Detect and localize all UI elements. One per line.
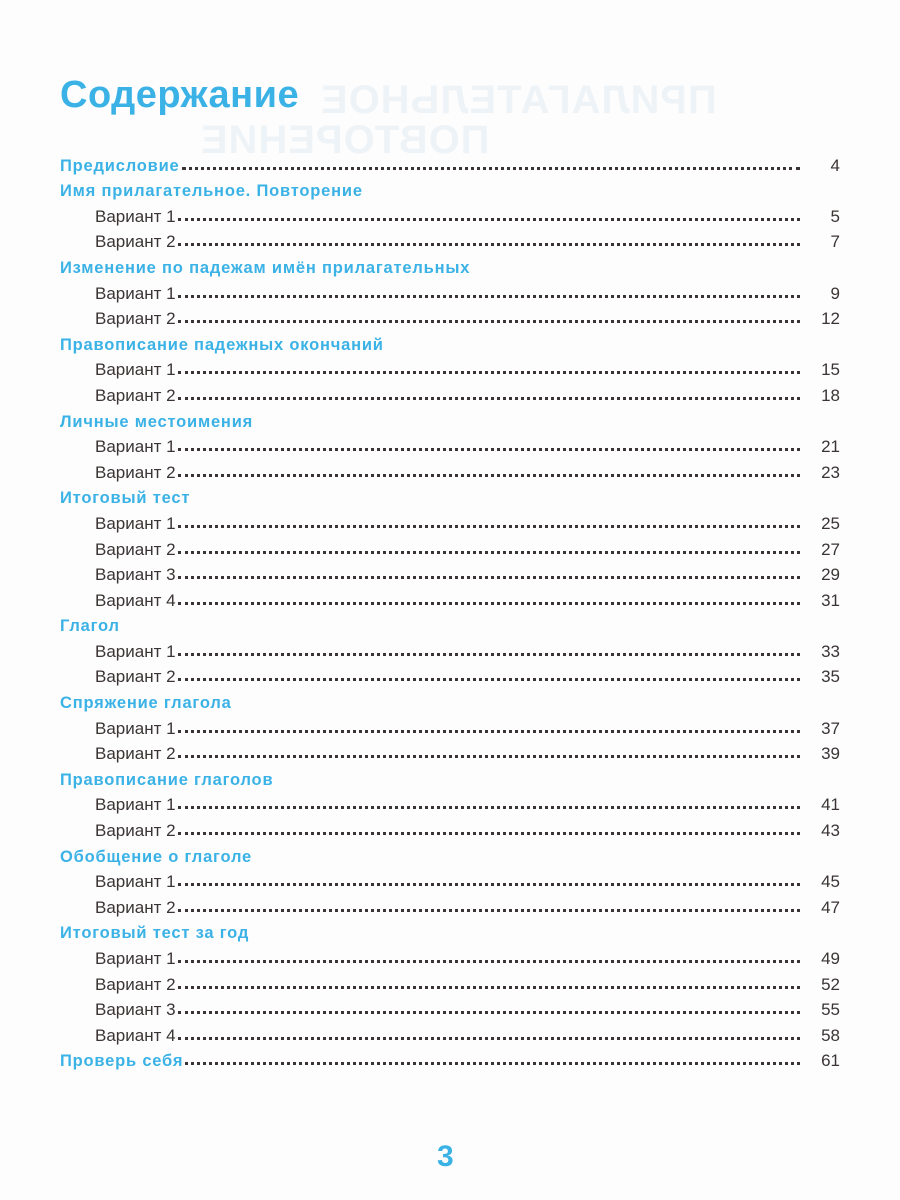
- table-of-contents: [60, 150, 840, 1071]
- toc-entry[interactable]: [60, 380, 840, 406]
- dot-leader: [178, 294, 800, 298]
- toc-page-number: 45: [821, 872, 840, 892]
- toc-entry[interactable]: [60, 662, 840, 688]
- toc-entry[interactable]: [60, 790, 840, 816]
- toc-page-number: 35: [821, 667, 840, 687]
- toc-entry[interactable]: [60, 636, 840, 662]
- toc-entry-label: Вариант 1: [95, 437, 176, 457]
- toc-entry-label: Вариант 2: [95, 744, 176, 764]
- toc-entry-label: Итоговый тест: [60, 489, 191, 508]
- toc-entry-label: Вариант 2: [95, 821, 176, 841]
- toc-entry[interactable]: [60, 560, 840, 586]
- toc-entry-label: Проверь себя: [60, 1052, 184, 1071]
- toc-entry-label: Вариант 2: [95, 462, 176, 482]
- toc-entry-label: Вариант 1: [95, 513, 176, 533]
- dot-leader: [178, 985, 800, 989]
- toc-entry-label: Глагол: [60, 617, 120, 636]
- dot-leader: [178, 754, 800, 758]
- toc-entry-label: Вариант 1: [95, 795, 176, 815]
- toc-entry[interactable]: [60, 969, 840, 995]
- toc-entry[interactable]: [60, 739, 840, 765]
- dot-leader: [178, 908, 800, 912]
- toc-entry-label: Предисловие: [60, 156, 180, 175]
- toc-entry[interactable]: [60, 150, 840, 176]
- toc-page-number: 5: [830, 206, 840, 226]
- toc-page-number: 55: [821, 1000, 840, 1020]
- toc-page-number: 43: [821, 821, 840, 841]
- bleed-through-text: ПРИЛАГАТЕЛЬНОЕ: [320, 78, 717, 122]
- dot-leader: [185, 1061, 800, 1065]
- toc-entry-label: Вариант 1: [95, 641, 176, 661]
- toc-entry[interactable]: [60, 815, 840, 841]
- toc-entry-label: Вариант 3: [95, 1000, 176, 1020]
- toc-entry-label: Вариант 1: [95, 949, 176, 968]
- toc-entry[interactable]: [60, 355, 840, 381]
- toc-section-heading: [60, 176, 840, 202]
- toc-page-number: 37: [821, 718, 840, 738]
- toc-entry-label: Вариант 2: [95, 309, 176, 329]
- toc-entry-label: Вариант 1: [95, 206, 176, 226]
- toc-entry-label: Имя прилагательное. Повторение: [60, 182, 363, 201]
- dot-leader: [178, 550, 800, 554]
- toc-page-number: 7: [830, 232, 840, 252]
- toc-page-number: 31: [821, 590, 840, 610]
- dot-leader: [178, 1036, 800, 1040]
- toc-entry[interactable]: [60, 304, 840, 330]
- dot-leader: [178, 575, 800, 579]
- toc-page-number: 39: [821, 744, 840, 764]
- toc-entry-label: Вариант 1: [95, 360, 176, 380]
- toc-entry[interactable]: [60, 278, 840, 304]
- toc-page-number: 58: [821, 1025, 840, 1045]
- dot-leader: [178, 524, 800, 528]
- toc-entry[interactable]: [60, 457, 840, 483]
- toc-entry-label: Вариант 4: [95, 1025, 176, 1045]
- toc-entry[interactable]: [60, 227, 840, 253]
- toc-page-number: 21: [821, 437, 840, 457]
- toc-entry-label: Итоговый тест за год: [60, 924, 250, 943]
- toc-entry[interactable]: [60, 1046, 840, 1072]
- toc-page-number: 52: [821, 974, 840, 994]
- bleed-through-text: ПОВТОРЕНИЕ: [200, 118, 490, 162]
- toc-entry-label: Правописание глаголов: [60, 770, 274, 789]
- toc-page-number: 25: [821, 513, 840, 533]
- toc-page-number: 27: [821, 539, 840, 559]
- toc-page-number: 29: [821, 565, 840, 585]
- toc-page-number: 9: [830, 283, 840, 303]
- dot-leader: [178, 882, 800, 886]
- toc-entry-label: Вариант 1: [95, 718, 176, 738]
- toc-entry[interactable]: [60, 867, 840, 893]
- toc-page-number: 4: [830, 155, 840, 175]
- dot-leader: [178, 473, 800, 477]
- toc-entry-label: Обобщение о глаголе: [60, 847, 253, 866]
- dot-leader: [178, 1010, 800, 1014]
- toc-entry-label: Вариант 2: [95, 539, 176, 559]
- dot-leader: [178, 242, 800, 246]
- dot-leader: [178, 805, 800, 809]
- toc-section-heading: [60, 611, 840, 637]
- toc-entry[interactable]: [60, 585, 840, 611]
- page-title: Содержание: [60, 74, 300, 116]
- toc-entry-label: Вариант 2: [95, 385, 176, 405]
- toc-entry-label: Правописание падежных окончаний: [60, 335, 384, 354]
- dot-leader: [182, 166, 800, 170]
- toc-entry-label: Вариант 1: [95, 872, 176, 892]
- toc-page-number: 61: [821, 1051, 840, 1071]
- toc-entry-label: Личные местоимения: [60, 412, 254, 431]
- toc-entry[interactable]: [60, 201, 840, 227]
- toc-section-heading: [60, 764, 840, 790]
- toc-entry-label: Вариант 1: [95, 283, 176, 303]
- page-number: 3: [437, 1140, 454, 1173]
- toc-entry[interactable]: [60, 892, 840, 918]
- toc-entry-label: Вариант 2: [95, 897, 176, 917]
- toc-page-number: 12: [821, 309, 840, 329]
- toc-entry[interactable]: [60, 995, 840, 1021]
- toc-entry-label: Изменение по падежам имён прилагательных: [60, 258, 471, 277]
- toc-entry[interactable]: [60, 508, 840, 534]
- toc-page-number: 47: [821, 897, 840, 917]
- dot-leader: [178, 652, 800, 656]
- dot-leader: [178, 370, 800, 374]
- toc-entry[interactable]: [60, 534, 840, 560]
- dot-leader: [178, 959, 800, 963]
- toc-page-number: 23: [821, 462, 840, 482]
- toc-section-heading: [60, 918, 840, 944]
- dot-leader: [178, 831, 800, 835]
- dot-leader: [178, 601, 800, 605]
- toc-entry[interactable]: [60, 713, 840, 739]
- dot-leader: [178, 729, 800, 733]
- toc-entry[interactable]: [60, 1020, 840, 1046]
- toc-entry-label: Вариант 2: [95, 667, 176, 687]
- toc-section-heading: [60, 406, 840, 432]
- toc-section-heading: [60, 329, 840, 355]
- toc-entry-label: Вариант 2: [95, 974, 176, 994]
- dot-leader: [178, 447, 800, 451]
- toc-page-number: 18: [821, 385, 840, 405]
- dot-leader: [178, 396, 800, 400]
- toc-entry[interactable]: [60, 432, 840, 458]
- toc-page-number: 15: [821, 360, 840, 380]
- toc-entry-label: Вариант 2: [95, 232, 176, 252]
- toc-page-number: 33: [821, 641, 840, 661]
- toc-entry-label: Спряжение глагола: [60, 694, 232, 713]
- toc-section-heading: [60, 841, 840, 867]
- toc-section-heading: [60, 252, 840, 278]
- dot-leader: [178, 677, 800, 681]
- dot-leader: [178, 217, 800, 221]
- toc-entry[interactable]: [60, 943, 840, 969]
- dot-leader: [178, 319, 800, 323]
- toc-page-number: 41: [821, 795, 840, 815]
- toc-section-heading: [60, 687, 840, 713]
- toc-entry-label: Вариант 3: [95, 565, 176, 585]
- toc-entry-label: Вариант 4: [95, 590, 176, 610]
- toc-section-heading: [60, 483, 840, 509]
- toc-page-number: 49: [821, 949, 840, 968]
